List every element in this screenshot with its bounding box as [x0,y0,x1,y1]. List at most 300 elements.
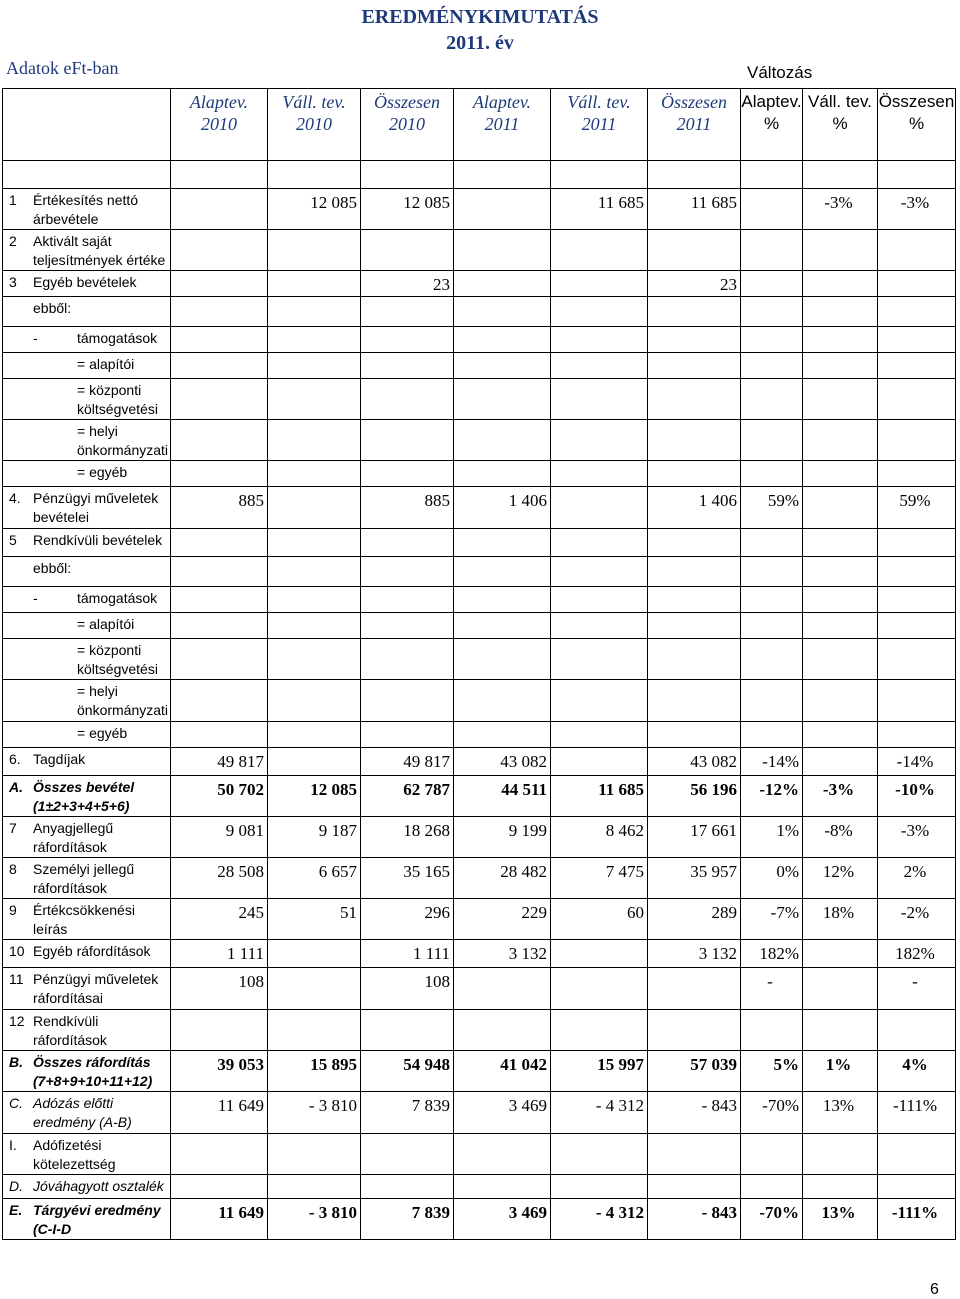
empty-cell [803,161,878,189]
row-label-cell [3,1010,171,1051]
value-cell [878,529,956,557]
value-cell [551,327,648,353]
value-cell [741,379,803,420]
value-cell: 4% [878,1051,956,1092]
value-cell: 0% [741,858,803,899]
value-cell [171,1010,268,1051]
row-label: - [33,330,38,346]
value-cell [648,968,741,1010]
empty-cell [3,161,171,189]
row-label: Pénzügyi műveletek ráfordításai [33,971,159,1006]
row-label: = központi költségvetési [77,382,158,417]
value-cell [803,230,878,271]
value-cell [878,722,956,748]
row-label: Adófizetési kötelezettség [33,1137,116,1172]
value-cell [551,420,648,461]
row-label-cell [3,230,171,271]
column-header: Összesen 2011 [648,89,741,161]
value-cell [648,353,741,379]
table-row [3,420,956,461]
row-label: ebből: [33,300,72,316]
row-label-cell [3,639,171,680]
row-label: Aktivált saját teljesítmények értéke [33,233,166,268]
value-cell: 12% [803,858,878,899]
table-row [3,487,956,529]
value-cell [803,940,878,968]
value-cell: 7 839 [361,1092,454,1134]
value-cell [454,1010,551,1051]
value-cell: 11 685 [648,189,741,230]
table-row [3,1092,956,1134]
value-cell [454,557,551,587]
row-label: = központi költségvetési [77,642,158,677]
value-cell: - 843 [648,1199,741,1240]
table-row [3,587,956,613]
value-cell: -111% [878,1092,956,1134]
value-cell [454,461,551,487]
value-cell: -3% [878,189,956,230]
value-cell [803,557,878,587]
value-cell [803,353,878,379]
value-cell [268,420,361,461]
value-cell [551,271,648,297]
value-cell: 62 787 [361,776,454,817]
value-cell: 3 132 [454,940,551,968]
income-statement-table [2,88,956,1240]
report-title-line1: EREDMÉNYKIMUTATÁS [361,6,599,28]
row-label-cell [3,487,171,529]
value-cell [878,639,956,680]
table-row [3,1134,956,1175]
table-row [3,1010,956,1051]
value-cell: -3% [878,817,956,858]
row-number: I. [9,1137,17,1153]
value-cell: 8 462 [551,817,648,858]
value-cell: 245 [171,899,268,940]
value-cell: 35 957 [648,858,741,899]
row-label: ebből: [33,560,72,576]
value-cell: 1 406 [648,487,741,529]
value-cell [803,639,878,680]
value-cell: 49 817 [361,748,454,776]
value-cell [551,297,648,327]
value-cell [268,230,361,271]
value-cell: 41 042 [454,1051,551,1092]
report-title-line2: 2011. év [446,32,514,54]
value-cell [551,748,648,776]
value-cell: 9 187 [268,817,361,858]
value-cell [648,420,741,461]
row-number: E. [9,1202,23,1218]
value-cell: -8% [803,817,878,858]
value-cell: -12% [741,776,803,817]
value-cell [551,940,648,968]
column-header: Alaptev. % [741,89,803,161]
value-cell: -3% [803,776,878,817]
value-cell [454,327,551,353]
value-cell [551,587,648,613]
value-cell [648,327,741,353]
value-cell [551,379,648,420]
value-cell: 289 [648,899,741,940]
row-label-cell [3,587,171,613]
value-cell [741,353,803,379]
value-cell: 28 508 [171,858,268,899]
value-cell [268,722,361,748]
row-label-cell [3,379,171,420]
value-cell [171,557,268,587]
value-cell [741,230,803,271]
value-cell [171,353,268,379]
value-cell: 1 111 [171,940,268,968]
column-header: Alaptev. 2010 [171,89,268,161]
value-cell [268,353,361,379]
value-cell [454,1175,551,1199]
value-cell [361,461,454,487]
value-cell [741,722,803,748]
value-cell [803,680,878,722]
value-cell [803,529,878,557]
value-cell [361,1175,454,1199]
row-number: 10 [9,943,25,959]
row-label-cell [3,722,171,748]
value-cell [741,639,803,680]
value-cell [171,1134,268,1175]
row-label: Összes bevétel (1±2+3+4+5+6) [33,779,135,814]
value-cell [551,968,648,1010]
value-cell [361,327,454,353]
value-cell: - [878,968,956,1010]
value-cell: 13% [803,1092,878,1134]
row-label: Egyéb ráfordítások [33,943,151,959]
table-row [3,722,956,748]
value-cell: 28 482 [454,858,551,899]
value-cell [551,639,648,680]
table-row [3,639,956,680]
value-cell: 13% [803,1199,878,1240]
row-label-cell [3,680,171,722]
value-cell: -10% [878,776,956,817]
value-cell [171,297,268,327]
empty-cell [454,161,551,189]
value-cell [741,1134,803,1175]
row-label: Személyi jellegű ráfordítások [33,861,135,896]
change-group-header: Változás [747,63,813,82]
table-row [3,899,956,940]
value-cell [268,748,361,776]
row-number: 8 [9,861,17,877]
value-cell [454,189,551,230]
value-cell [361,353,454,379]
table-row [3,817,956,858]
value-cell: 50 702 [171,776,268,817]
value-cell [878,230,956,271]
value-cell [454,420,551,461]
table-row [3,557,956,587]
value-cell [741,271,803,297]
value-cell [878,420,956,461]
value-cell [648,297,741,327]
value-cell [648,379,741,420]
value-cell: 11 649 [171,1199,268,1240]
value-cell [361,529,454,557]
empty-cell [878,161,956,189]
column-header: Váll. tev. 2011 [551,89,648,161]
value-cell [171,230,268,271]
empty-cell [741,161,803,189]
value-cell [361,1134,454,1175]
value-cell [648,461,741,487]
value-cell [648,529,741,557]
value-cell: 12 085 [268,776,361,817]
value-cell: 18% [803,899,878,940]
row-label-cell [3,529,171,557]
value-cell: 11 685 [551,189,648,230]
row-label: = egyéb [77,464,128,480]
value-cell [878,271,956,297]
table-row [3,940,956,968]
value-cell [803,487,878,529]
value-cell [268,487,361,529]
value-cell [171,613,268,639]
value-cell [551,353,648,379]
value-cell [268,461,361,487]
row-label-cell [3,327,171,353]
value-cell [551,529,648,557]
row-label: Tagdíjak [33,751,86,767]
value-cell [878,1175,956,1199]
value-cell [361,379,454,420]
value-cell: 229 [454,899,551,940]
value-cell [803,461,878,487]
value-cell: 885 [171,487,268,529]
value-cell [741,587,803,613]
row-number: A. [9,779,23,795]
row-label-sub: támogatások [77,590,158,606]
value-cell [551,722,648,748]
empty-cell [551,161,648,189]
value-cell [454,353,551,379]
value-cell: 56 196 [648,776,741,817]
value-cell [171,529,268,557]
row-label: Anyagjellegű ráfordítások [33,820,114,855]
row-label: - [33,590,38,606]
value-cell [268,1175,361,1199]
value-cell [268,529,361,557]
value-cell [454,529,551,557]
value-cell: - 3 810 [268,1199,361,1240]
table-row [3,858,956,899]
value-cell: 2% [878,858,956,899]
row-number: 6. [9,751,21,767]
value-cell: 23 [648,271,741,297]
value-cell: 6 657 [268,858,361,899]
value-cell [551,1175,648,1199]
row-label-cell [3,858,171,899]
value-cell [361,680,454,722]
value-cell [648,230,741,271]
value-cell: 59% [741,487,803,529]
row-label: Adózás előtti eredmény (A-B) [33,1095,132,1130]
value-cell [878,297,956,327]
value-cell [878,379,956,420]
value-cell [803,379,878,420]
data-unit-label: Adatok eFt-ban [6,58,119,78]
row-label-cell [3,297,171,327]
value-cell [803,1010,878,1051]
table-row [3,461,956,487]
value-cell [268,613,361,639]
row-label-cell [3,1134,171,1175]
value-cell: - [741,968,803,1010]
column-header: Váll. tev. % [803,89,878,161]
row-label: = egyéb [77,725,128,741]
value-cell: 15 997 [551,1051,648,1092]
value-cell: 3 469 [454,1092,551,1134]
value-cell: -2% [878,899,956,940]
value-cell [551,680,648,722]
row-number: B. [9,1054,23,1070]
value-cell [741,189,803,230]
row-label: = alapítói [77,356,135,372]
table-row [3,297,956,327]
table-row [3,968,956,1010]
value-cell [741,680,803,722]
row-label-cell [3,899,171,940]
value-cell [361,1010,454,1051]
value-cell [268,940,361,968]
value-cell: 43 082 [648,748,741,776]
row-label-cell [3,271,171,297]
row-label-cell [3,189,171,230]
header-corner [3,89,171,161]
value-cell [741,557,803,587]
value-cell [268,968,361,1010]
row-label-cell [3,817,171,858]
table-row [3,353,956,379]
value-cell [454,587,551,613]
value-cell [878,353,956,379]
column-header: Váll. tev. 2010 [268,89,361,161]
value-cell [454,1134,551,1175]
value-cell: 7 839 [361,1199,454,1240]
row-number: 3 [9,274,17,290]
value-cell: - 843 [648,1092,741,1134]
table-row [3,529,956,557]
column-header: Összesen 2010 [361,89,454,161]
row-label-cell [3,776,171,817]
value-cell: 44 511 [454,776,551,817]
value-cell: 12 085 [361,189,454,230]
column-header: Összesen % [878,89,956,161]
table-row [3,613,956,639]
value-cell [878,587,956,613]
row-label: Értékesítés nettó árbevétele [33,192,139,227]
value-cell [741,1010,803,1051]
value-cell [551,461,648,487]
table-row [3,379,956,420]
value-cell [741,297,803,327]
value-cell: -7% [741,899,803,940]
value-cell [454,297,551,327]
value-cell [741,327,803,353]
value-cell: 49 817 [171,748,268,776]
value-cell [171,639,268,680]
value-cell [171,722,268,748]
value-cell: 1 406 [454,487,551,529]
value-cell: 17 661 [648,817,741,858]
value-cell [803,420,878,461]
value-cell: 108 [361,968,454,1010]
value-cell [171,461,268,487]
value-cell: -70% [741,1092,803,1134]
value-cell: 182% [878,940,956,968]
value-cell: 885 [361,487,454,529]
value-cell: 23 [361,271,454,297]
value-cell: 39 053 [171,1051,268,1092]
table-row [3,776,956,817]
value-cell [648,1010,741,1051]
value-cell [648,722,741,748]
value-cell [648,587,741,613]
value-cell: 51 [268,899,361,940]
table-row [3,327,956,353]
value-cell [551,487,648,529]
value-cell [803,722,878,748]
row-label-cell [3,1175,171,1199]
row-number: 11 [9,971,24,987]
value-cell [648,680,741,722]
value-cell: 11 685 [551,776,648,817]
value-cell: 1 111 [361,940,454,968]
value-cell: -14% [878,748,956,776]
row-label-cell [3,461,171,487]
row-label-cell [3,1051,171,1092]
value-cell: - 3 810 [268,1092,361,1134]
value-cell [803,327,878,353]
table-row [3,1051,956,1092]
row-label-cell [3,420,171,461]
value-cell [878,327,956,353]
value-cell [268,1134,361,1175]
value-cell [361,722,454,748]
value-cell: 35 165 [361,858,454,899]
header-row [3,89,956,161]
page-number: 6 [930,1281,939,1298]
value-cell: - 4 312 [551,1092,648,1134]
empty-cell [268,161,361,189]
value-cell [803,271,878,297]
value-cell: 60 [551,899,648,940]
value-cell [551,1010,648,1051]
value-cell [268,587,361,613]
value-cell [361,557,454,587]
row-number: D. [9,1178,23,1194]
table-row [3,1175,956,1199]
row-label-cell [3,557,171,587]
value-cell [268,379,361,420]
value-cell: 9 199 [454,817,551,858]
row-number: 12 [9,1013,25,1029]
value-cell [878,557,956,587]
value-cell [171,379,268,420]
table-row [3,189,956,230]
value-cell: 9 081 [171,817,268,858]
value-cell: 11 649 [171,1092,268,1134]
value-cell [361,297,454,327]
table-row [3,680,956,722]
value-cell [454,968,551,1010]
